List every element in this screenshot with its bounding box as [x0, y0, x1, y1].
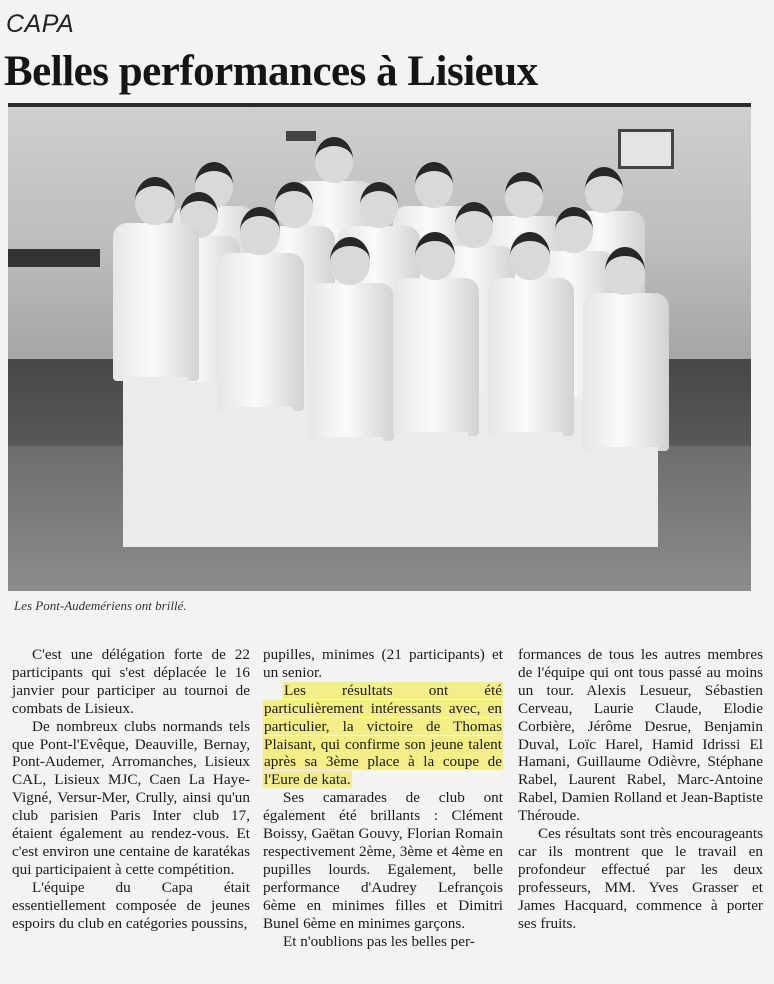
photo-person-body [393, 278, 479, 436]
photo-person-head [605, 247, 645, 295]
photo-person-legs [593, 447, 658, 548]
team-photo [8, 103, 751, 591]
photo-person-head [275, 182, 313, 228]
photo-person-head [455, 202, 493, 248]
photo-person-head [415, 162, 453, 208]
article-column-2 [263, 646, 503, 950]
photo-person-head [135, 177, 175, 225]
photo-person-legs [498, 432, 563, 548]
article-paragraph: L'équipe du Capa était essentiellement composée de jeunes espoirs du club en catégories poussins, [12, 878, 250, 932]
photo-person-legs [403, 432, 468, 548]
article-paragraph: C'est une délégation forte de 22 participants qui s'est déplacée le 16 janvier pour participer au tournoi de combats de Lisieux. [12, 646, 250, 717]
photo-person-body [113, 223, 199, 381]
article-column-3 [518, 646, 763, 933]
article-paragraph: De nombreux clubs normands tels que Pont-l'Evêque, Deauville, Bernay, Pont-Audemer, Arromanches, Lisieux CAL, Lisieux MJC, Caen La Haye-Vigné, Versur-Mer, Crully, ainsi qu'un club parisien Paris Inter club 17, étaient également au rendez-vous. Et c'est environ une centaine de karatékas qui participaient à cette compétition. [12, 717, 250, 878]
headline: Belles performances à Lisieux [4, 48, 538, 95]
photo-person-legs [318, 437, 383, 548]
photo-person-head [505, 172, 543, 218]
photo-ceiling-light [286, 131, 316, 141]
photo-person-head [415, 232, 455, 280]
photo-person-head [315, 137, 353, 183]
photo-bench [8, 249, 100, 267]
article-paragraph: Ses camarades de club ont également été brillants : Clément Boissy, Gaëtan Gouvy, Florian Romain respectivement 2ème, 3ème et 4ème en pupilles lourds. Egalement, belle performance d'Audrey Lefrançois 6ème en minimes filles et Dimitri Bunel 6ème en minimes garçons. [263, 789, 503, 932]
photo-person-legs [123, 377, 188, 548]
photo-person-head [555, 207, 593, 253]
highlighted-paragraph: Les résultats ont été particulièrement intéressants avec, en particulier, la victoire de Thomas Plaisant, qui confirme son jeune talent après sa 3ème place à la coupe de l'Eure de kata. [264, 681, 502, 789]
photo-person-head [240, 207, 280, 255]
article-column-1 [12, 646, 250, 933]
article-paragraph: Ces résultats sont très encourageants car ils montrent que le travail en profondeur effectué par les deux professeurs, MM. Yves Grasser et James Hacquard, commence à porter ses fruits. [518, 825, 763, 932]
photo-caption: Les Pont-Audemériens ont brillé. [14, 598, 187, 613]
photo-person-head [330, 237, 370, 285]
photo-person-body [583, 293, 669, 451]
photo-person-body [218, 253, 304, 411]
photo-person-body [488, 278, 574, 436]
section-tag: CAPA [6, 10, 75, 38]
article-paragraph: Et n'oublions pas les belles per- [283, 932, 475, 950]
article-paragraph: formances de tous les autres membres de l'équipe qui ont tous passé au moins un tour. Alexis Lesueur, Sébastien Cerveau, Laurie Claude, Elodie Corbière, Jérôme Desrue, Benjamin Duval, Loïc Harel, Hamid Idrissi El Hamani, Guillaume Odièvre, Stéphane Rabel, Laurent Rabel, Marc-Antoine Rabel, Damien Rolland et Jean-Baptiste Théroude. [518, 646, 763, 825]
photo-basketball-board [618, 129, 674, 169]
photo-person-body [308, 283, 394, 441]
photo-person-head [585, 167, 623, 213]
photo-person-head [360, 182, 398, 228]
article-paragraph: pupilles, minimes (21 participants) et un senior. [263, 646, 503, 681]
photo-person-legs [228, 407, 293, 548]
photo-person-head [510, 232, 550, 280]
